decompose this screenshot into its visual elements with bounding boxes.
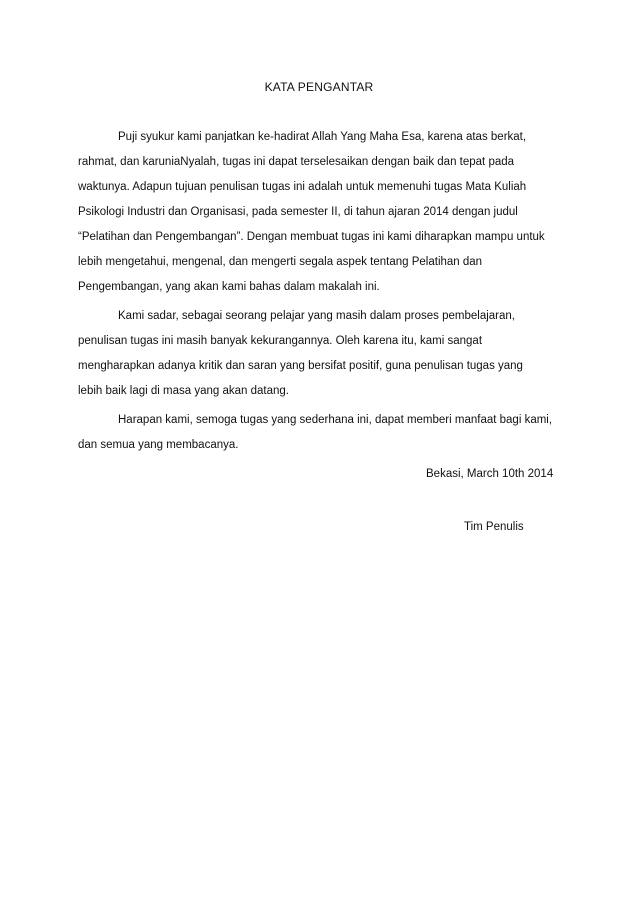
paragraph-3-line-2: dan semua yang membacanya. <box>78 439 239 451</box>
paragraph-1-line-6: lebih mengetahui, mengenal, dan mengerti segala aspek tentang Pelatihan dan <box>78 256 483 268</box>
paragraph-1-line-1: Puji syukur kami panjatkan ke-hadirat Allah Yang Maha Esa, karena atas berkat, <box>118 131 527 143</box>
paragraph-1-line-7: Pengembangan, yang akan kami bahas dalam makalah ini. <box>78 281 380 293</box>
signature: Tim Penulis <box>464 521 524 533</box>
paragraph-2-line-3: mengharapkan adanya kritik dan saran yang bersifat positif, guna penulisan tugas yang <box>78 360 523 372</box>
paragraph-2-line-2: penulisan tugas ini masih banyak kekurangannya. Oleh karena itu, kami sangat <box>78 335 483 347</box>
paragraph-1-line-3: waktunya. Adapun tujuan penulisan tugas ini adalah untuk memenuhi tugas Mata Kuliah <box>78 181 527 193</box>
paragraph-3-line-1: Harapan kami, semoga tugas yang sederhana ini, dapat memberi manfaat bagi kami, <box>118 414 553 426</box>
paragraph-2-line-4: lebih baik lagi di masa yang akan datang. <box>78 385 289 397</box>
paragraph-1-line-5: “Pelatihan dan Pengembangan”. Dengan membuat tugas ini kami diharapkan mampu untuk <box>78 231 545 243</box>
paragraph-2-line-1: Kami sadar, sebagai seorang pelajar yang masih dalam proses pembelajaran, <box>118 310 515 322</box>
paragraph-1-line-2: rahmat, dan karuniaNyalah, tugas ini dapat terselesaikan dengan baik dan tepat pada <box>78 156 515 168</box>
paragraph-1-line-4: Psikologi Industri dan Organisasi, pada semester II, di tahun ajaran 2014 dengan judul <box>78 206 518 218</box>
place-date: Bekasi, March 10th 2014 <box>426 468 554 480</box>
document-title: KATA PENGANTAR <box>264 80 374 94</box>
